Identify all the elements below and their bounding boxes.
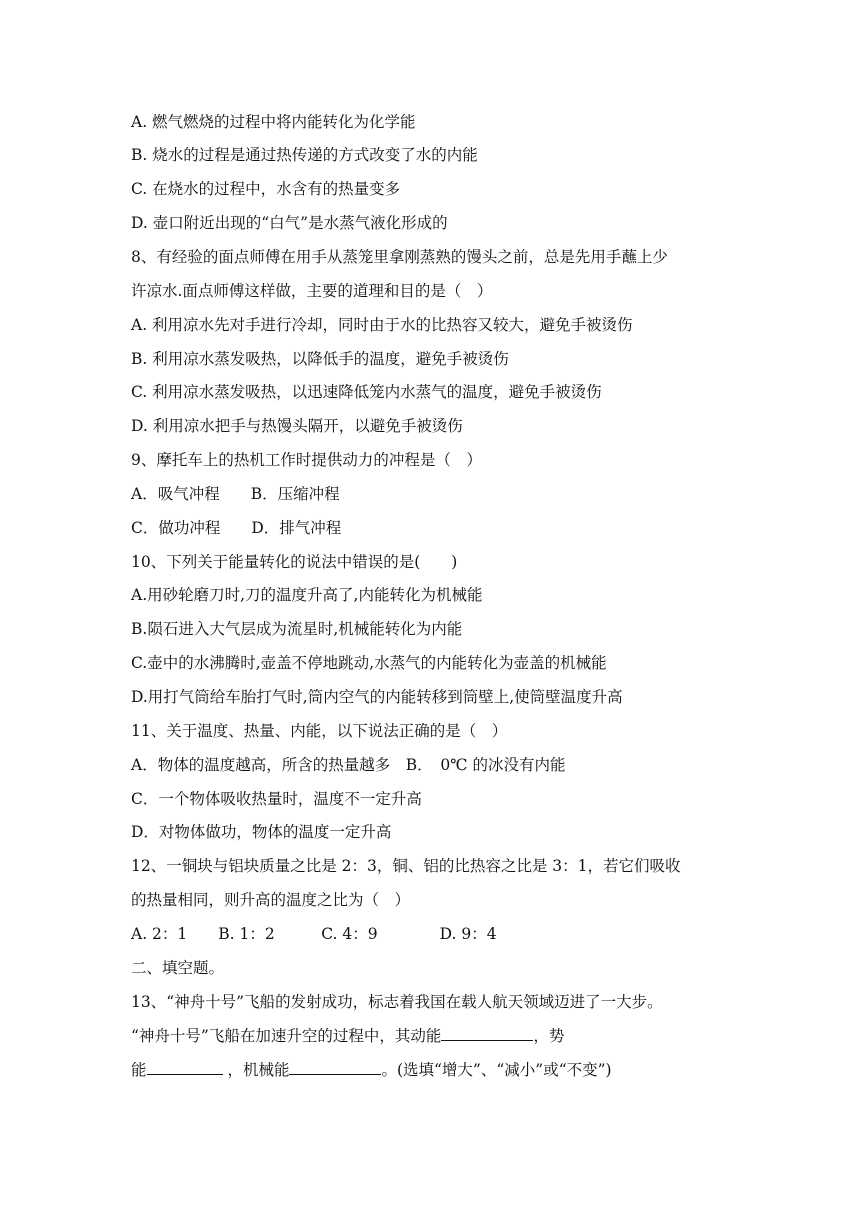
q9-options-cd: C．做功冲程 D．排气冲程 <box>131 519 342 537</box>
q10-option-a: A.用砂轮磨刀时,刀的温度升高了,内能转化为机械能 <box>131 586 483 604</box>
q12-stem-line1: 12、一铜块与铝块质量之比是 2：3，铜、铝的比热容之比是 3：1，若它们吸收 <box>131 857 681 875</box>
q13-stem-line2 <box>131 1024 564 1047</box>
q8-stem-line1: 8、有经验的面点师傅在用手从蒸笼里拿刚蒸熟的馒头之前，总是先用手蘸上少 <box>131 248 668 266</box>
q10-stem: 10、下列关于能量转化的说法中错误的是( ) <box>131 553 458 571</box>
section-heading-fill-in: 二、填空题。 <box>131 959 225 977</box>
mechanical-energy-blank[interactable] <box>289 1058 381 1075</box>
q11-option-d: D．对物体做功，物体的温度一定升高 <box>131 823 392 841</box>
q8-option-a: A. 利用凉水先对手进行冷却，同时由于水的比热容又较大，避免手被烫伤 <box>131 316 633 334</box>
q8-option-c: C. 利用凉水蒸发吸热，以迅速降低笼内水蒸气的温度，避免手被烫伤 <box>131 383 602 401</box>
potential-energy-blank[interactable] <box>147 1058 223 1075</box>
q11-options-ab: A．物体的温度越高，所含的热量越多 B． 0℃ 的冰没有内能 <box>131 756 566 774</box>
q11-stem: 11、关于温度、热量、内能，以下说法正确的是（ ） <box>131 722 508 740</box>
q10-option-d: D.用打气筒给车胎打气时,筒内空气的内能转移到筒壁上,使筒壁温度升高 <box>131 688 623 706</box>
q13-text-potential: ，势 <box>533 1027 565 1045</box>
q9-stem: 9、摩托车上的热机工作时提供动力的冲程是（ ） <box>131 451 482 469</box>
q13-text-mechanical: ，机械能 <box>222 1061 290 1079</box>
q9-options-ab: A．吸气冲程 B．压缩冲程 <box>131 485 340 503</box>
q7-option-c: C. 在烧水的过程中，水含有的热量变多 <box>131 180 401 198</box>
q12-options: A. 2：1 B. 1：2 C. 4：9 D. 9：4 <box>131 925 497 943</box>
q13-text-neng: 能 <box>131 1061 147 1079</box>
q13-text-kinetic: “神舟十号”飞船在加速升空的过程中，其动能 <box>131 1027 442 1045</box>
q7-option-d: D. 壶口附近出现的“白气”是水蒸气液化形成的 <box>131 214 448 232</box>
q13-stem-line1: 13、“神舟十号”飞船的发射成功，标志着我国在载人航天领域迈进了一大步。 <box>131 993 663 1011</box>
q13-stem-line3 <box>131 1058 612 1081</box>
q7-option-a: A. 燃气燃烧的过程中将内能转化为化学能 <box>131 113 416 131</box>
kinetic-energy-blank[interactable] <box>441 1024 533 1041</box>
q10-option-c: C.壶中的水沸腾时,壶盖不停地跳动,水蒸气的内能转化为壶盖的机械能 <box>131 654 607 672</box>
q12-stem-line2: 的热量相同，则升高的温度之比为（ ） <box>131 891 411 909</box>
q8-option-b: B. 利用凉水蒸发吸热，以降低手的温度，避免手被烫伤 <box>131 350 509 368</box>
q8-stem-line2: 许凉水.面点师傅这样做，主要的道理和目的是（ ） <box>131 282 493 300</box>
q13-text-hint: 。(选填“增大”、“减小”或“不变”) <box>381 1061 612 1079</box>
q7-option-b: B. 烧水的过程是通过热传递的方式改变了水的内能 <box>131 146 478 164</box>
q8-option-d: D. 利用凉水把手与热馒头隔开，以避免手被烫伤 <box>131 417 463 435</box>
q10-option-b: B.陨石进入大气层成为流星时,机械能转化为内能 <box>131 620 463 638</box>
q11-option-c: C．一个物体吸收热量时，温度不一定升高 <box>131 790 422 808</box>
